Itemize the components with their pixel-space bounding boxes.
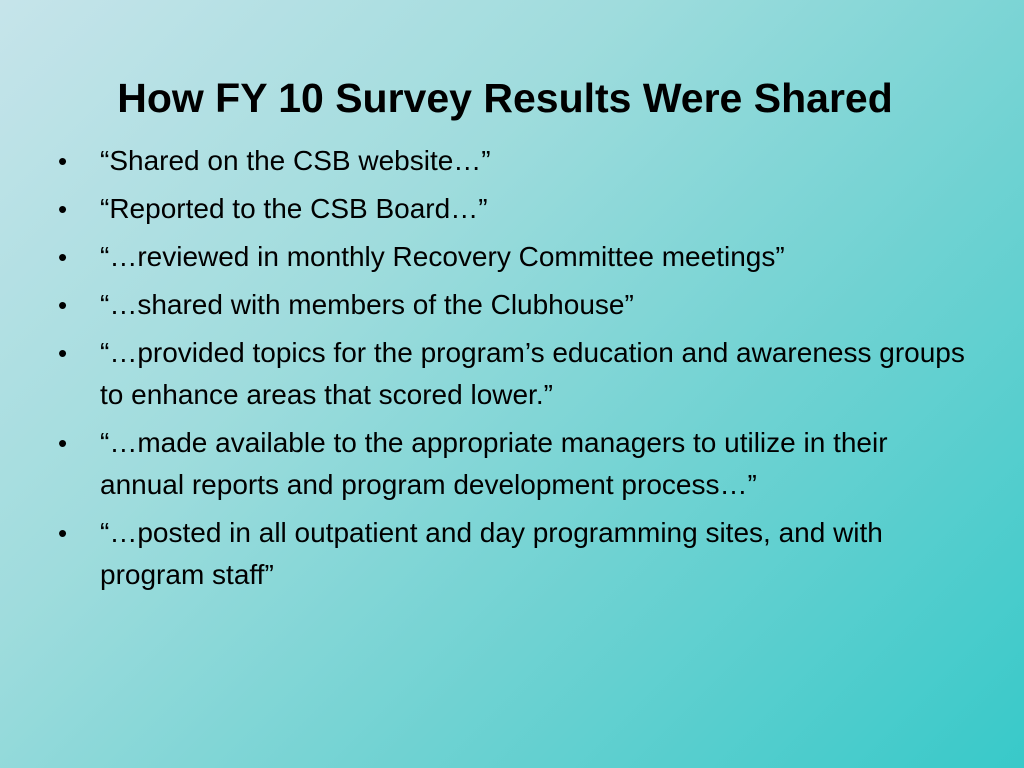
bullet-marker-icon: • — [58, 242, 68, 272]
bullet-item — [56, 512, 968, 596]
bullet-list — [56, 140, 968, 602]
bullet-item — [56, 140, 968, 182]
bullet-item — [56, 188, 968, 230]
bullet-marker-icon: • — [58, 428, 68, 458]
bullet-text: “Reported to the CSB Board…” — [100, 193, 488, 224]
bullet-item — [56, 422, 968, 506]
bullet-marker-icon: • — [58, 194, 68, 224]
bullet-item — [56, 236, 968, 278]
bullet-text: “…provided topics for the program’s education and awareness groups to enhance areas that scored lower.” — [100, 337, 965, 410]
bullet-text: “Shared on the CSB website…” — [100, 145, 491, 176]
bullet-text: “…made available to the appropriate managers to utilize in their annual reports and program development process…” — [100, 427, 888, 500]
bullet-text: “…reviewed in monthly Recovery Committee meetings” — [100, 241, 785, 272]
bullet-marker-icon: • — [58, 146, 68, 176]
bullet-item — [56, 332, 968, 416]
bullet-item — [56, 284, 968, 326]
bullet-marker-icon: • — [58, 290, 68, 320]
bullet-text: “…posted in all outpatient and day programming sites, and with program staff” — [100, 517, 883, 590]
bullet-marker-icon: • — [58, 338, 68, 368]
bullet-marker-icon: • — [58, 518, 68, 548]
slide-title: How FY 10 Survey Results Were Shared — [117, 75, 893, 121]
bullet-text: “…shared with members of the Clubhouse” — [100, 289, 634, 320]
